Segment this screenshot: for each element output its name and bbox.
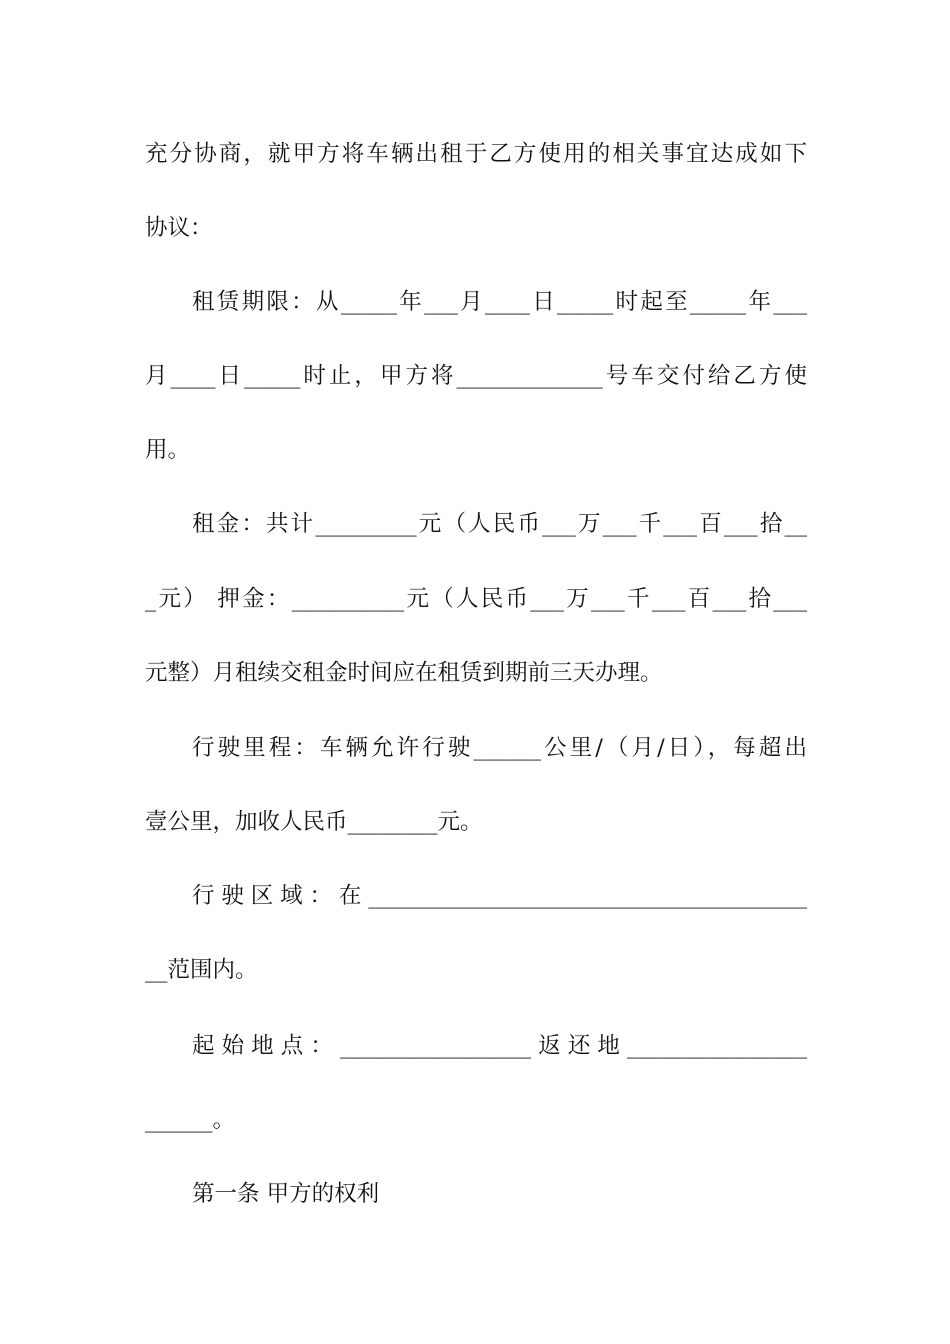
area-line-2: __范围内。 xyxy=(145,957,258,983)
lease-term-line-2: 月____日_____时止，甲方将_____________号车交付给乙方使 xyxy=(145,363,807,389)
area-line-1: 行驶区域：在_______________________________________ xyxy=(192,883,807,909)
paragraph-line-1: 充分协商，就甲方将车辆出租于乙方使用的相关事宜达成如下 xyxy=(145,141,807,167)
location-line-1: 起始地点：_________________返还地________________ xyxy=(192,1033,807,1059)
mileage-line-1: 行驶里程：车辆允许行驶______公里/（月/日），每超出 xyxy=(192,735,807,761)
lease-term-line-3: 用。 xyxy=(145,437,191,463)
rent-line-3: 元整）月租续交租金时间应在租赁到期前三天办理。 xyxy=(145,660,663,686)
mileage-line-2: 壹公里，加收人民币________元。 xyxy=(145,809,483,835)
article-heading: 第一条 甲方的权利 xyxy=(192,1181,380,1207)
paragraph-line-2: 协议： xyxy=(145,215,213,241)
rent-line-1: 租金：共计_________元（人民币___万___千___百___拾__ xyxy=(192,511,807,537)
rent-line-2: _元） 押金：__________元（人民币___万___千___百___拾___ xyxy=(145,586,807,612)
lease-term-line-1: 租赁期限：从_____年___月____日_____时起至_____年___ xyxy=(192,289,807,315)
location-line-2: ______。 xyxy=(145,1107,236,1133)
